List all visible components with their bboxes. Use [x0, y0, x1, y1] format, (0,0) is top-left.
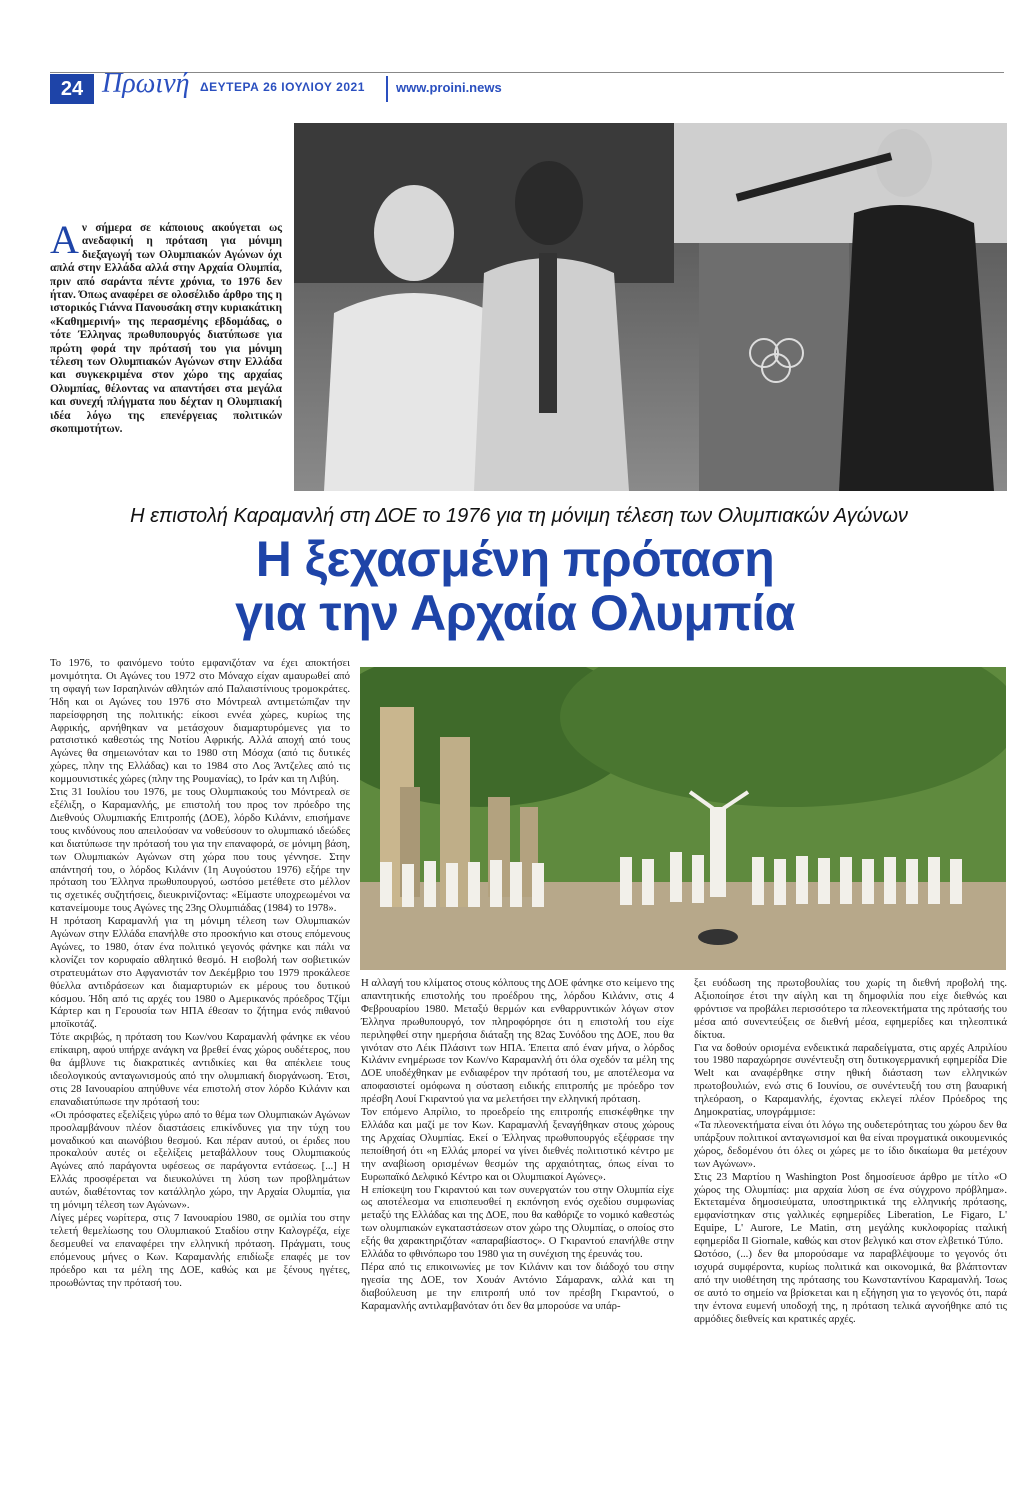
issue-date: ΔΕΥΤΕΡΑ 26 ΙΟΥΛΙΟΥ 2021 — [200, 80, 365, 94]
article-column-1 — [50, 657, 350, 1289]
paragraph: Στις 23 Μαρτίου η Washington Post δημοσίευσε άρθρο με τίτλο «Ο χώρος της Ολυμπίας: μια αρχαία λύση σε ένα σύγχρονο πρόβλημα». Εκτεταμένα δημοσιεύματα, υποστηρικτικά της ελληνικής πρότασης, εμφανίστηκαν στις γαλλικές εφημερίδες Liberation, Le Figaro, L' Equipe, L' Aurore, Le Matin, στη μεγάλης κυκλοφορίας ιταλική εφημερίδα Il Giornale, καθώς και στον βελγικό και στον ελβετικό Τύπο. — [694, 1170, 1007, 1248]
historic-photo — [294, 123, 1007, 491]
paragraph: «Τα πλεονεκτήματα είναι ότι λόγω της ουδετερότητας του χώρου δεν θα υπάρξουν πολιτικοί ανταγωνισμοί και θα είναι προγματικά οικουμενικός χώρος, δεδομένου ότι όλες οι χώρες με το ίδιο δικαίωμα θα μετέχουν των Αγώνων». — [694, 1118, 1007, 1170]
paragraph: Πέρα από τις επικοινωνίες με τον Κιλάνιν και τον διάδοχό του στην ηγεσία της ΔΟΕ, τον Χουάν Αντόνιο Σάμαρανκ, αλλά και τη διαβούλευση με την επιτροπή υπό τον πρέσβη Γκιραντού, ο Καραμανλής αντιλαμβανόταν ότι δεν θα μπορούσε να υπάρ- — [361, 1260, 674, 1312]
paragraph: Η αλλαγή του κλίματος στους κόλπους της ΔΟΕ φάνηκε στο κείμενο της απαντητικής επιστολής του προέδρου της, λόρδου Κιλάνιν, στις 4 Φεβρουαρίου 1980. Μεταξύ θερμών και ενθαρρυντικών λόγων στον Έλληνα πρωθυπουργό, τον πληροφόρησε ότι η επιστολή του είχε περιληφθεί στην ημερήσια διάταξη της 82ας Συνόδου της ΔΟΕ, που θα γινόταν στο Λέικ Πλάσιντ των ΗΠΑ. Έπειτα από έναν μήνα, ο λόρδος Κιλάνιν ενημέρωσε τον Κων/νο Καραμανλή ότι όλα σχεδόν τα μέλη της ΔΟΕ υποδέχθηκαν με ενδιαφέρον την πρότασή του, με αποτέλεσμα να αποφασιστεί ομόφωνα η σύσταση ειδικής επιτροπής με πρόεδρο τον πρέσβη Λουί Γκιραντού για να μελετήσει την ελληνική πρόταση. — [361, 977, 674, 1106]
olympia-ceremony-illustration — [360, 667, 1006, 970]
website-link[interactable]: www.proini.news — [396, 80, 502, 95]
drop-cap: Α — [50, 217, 79, 262]
paragraph: Λίγες μέρες νωρίτερα, στις 7 Ιανουαρίου 1980, σε ομιλία του στην τελετή θεμελίωσης του Ολυμπιακού Σταδίου στην Καλογρέζα, είχε δεσμευθεί να επαναφέρει την ελληνική πρόταση. Πράγματι, τους επόμενους μήνες ο Κων. Καραμανλής επιδίωξε επαφές με τον πρόεδρο και τα μέλη της ΔΟΕ, καθώς και με ξένους ηγέτες, προωθώντας την πρότασή του. — [50, 1211, 350, 1289]
paragraph: Στις 31 Ιουλίου του 1976, με τους Ολυμπιακούς του Μόντρεαλ σε εξέλιξη, ο Καραμανλής, με επιστολή του προς τον πρόεδρο της Διεθνούς Ολυμπιακής Επιτροπής (ΔΟΕ), λόρδο Κιλάνιν, επισήμανε τους κινδύνους που απειλούσαν να νοθεύσουν το ολυμπιακό ιδεώδες και διατύπωσε την πρότασή του για την επαναφορά, σε μόνιμη βάση, των Ολυμπιακών Αγώνων στη χώρα που τους γέννησε. Στην απάντησή του, ο λόρδος Κιλάνιν (1η Αυγούστου 1976) εξήρε την πρόταση του Έλληνα πρωθυπουργού, ωστόσο μετέθετε στο μέλλον τις σχετικές συζητήσεις, διευκρινίζοντας: «Είμαστε υποχρεωμένοι να κατανείμουμε τους Αγώνες της 23ης Ολυμπιάδας (1984) το 1978». — [50, 786, 350, 915]
header-rule — [50, 72, 1004, 73]
paragraph: Η επίσκεψη του Γκιραντού και των συνεργατών του στην Ολυμπία είχε ως αποτέλεσμα να επισπευσθεί η εκπόνηση ενός σχεδίου συμφωνίας μεταξύ της Ελλάδας και της ΔΟΕ, που θα καθόριζε το νομικό καθεστώς των ολυμπιακών εγκαταστάσεων στον χώρο της Ολυμπίας, ο οποίος στο εξής θα χαρακτηριζόταν «απαραβίαστος». Ο Γκιραντού επανήλθε στην Ελλάδα το φθινόπωρο του 1980 για τη συνέχιση της έρευνάς του. — [361, 1183, 674, 1261]
page-number: 24 — [50, 74, 94, 104]
article-title — [150, 532, 880, 640]
paragraph: Για να δοθούν ορισμένα ενδεικτικά παραδείγματα, στις αρχές Απριλίου του 1980 παραχώρησε συνέντευξη στη δυτικογερμανική εφημερίδα Die Welt και αναφέρθηκε στην ηθική διάσταση των ελληνικών πρωτοβουλιών, ενώ στις 6 Ιουνίου, σε συνέντευξή του στη βαυαρική τηλεόραση, ο Καραμανλής, έχοντας εκλεγεί πλέον Πρόεδρος της Δημοκρατίας, υπογράμμισε: — [694, 1041, 1007, 1119]
olympia-ceremony-photo — [360, 667, 1006, 970]
page-header — [50, 68, 1004, 106]
header-separator — [386, 76, 388, 102]
article-kicker: Η επιστολή Καραμανλή στη ΔΟΕ το 1976 για τη μόνιμη τέλεση των Ολυμπιακών Αγώνων — [130, 505, 908, 527]
paragraph: «Οι πρόσφατες εξελίξεις γύρω από το θέμα των Ολυμπιακών Αγώνων προσλαμβάνουν πλέον διαστάσεις επικίνδυνες για την τύχη του μοναδικού και αιωνόβιου θεσμού. Και πέραν αυτού, οι έριδες που προκαλούν αυτές οι εξελίξεις μεταβάλλουν τους Ολυμπιακούς Αγώνες από παράγοντα υφέσεως σε παράγοντα εντάσεως. [...] Η Ελλάς προσφέρεται να διευκολύνει τη λύση των προβλημάτων αυτών, διαθέτοντας τον κατάλληλο χώρο, την Αρχαία Ολυμπία, για τη μόνιμη τέλεση των Αγώνων». — [50, 1108, 350, 1212]
article-column-2 — [361, 977, 674, 1313]
paragraph: Τότε ακριβώς, η πρόταση του Κων/νου Καραμανλή φάνηκε εκ νέου επίκαιρη, αφού υπήρχε ανάγκη να βρεθεί ένας χώρος ουδέτερος, που θα άμβλυνε τις διακρατικές αντιδικίες και θα απέκλειε τους ιδεολογικούς ανταγωνισμούς από την ολυμπιακή διοργάνωση. Έτσι, στις 28 Ιανουαρίου απηύθυνε νέα επιστολή στον λόρδο Κιλάνιν και επαναδιατύπωσε την πρότασή του: — [50, 1031, 350, 1108]
intro-paragraph — [50, 217, 282, 437]
intro-text: ν σήμερα σε κάποιους ακούγεται ως ανεδαφική η πρόταση για μόνιμη διεξαγωγή των Ολυμπιακών Αγώνων όχι απλά στην Ελλάδα αλλά στην Αρχαία Ολυμπία, πριν από σαράντα πέντε χρόνια, το 1976 δεν ήταν. Όπως αναφέρει σε ολοσέλιδο άρθρο της η ιστορικός Γιάννα Πανουσάκη στην κυριακάτικη «Καθημερινή» της περασμένης εβδομάδας, ο τότε Έλληνας πρωθυπουργός διατύπωσε για πρώτη φορά την πρότασή του για μόνιμη τέλεση των Ολυμπιακών Αγώνων στην Ελλάδα και συγκεκριμένα στον χώρο της αρχαίας Ολυμπίας, θέλοντας να απαντήσει στα μεγάλα και συνεχή πλήγματα που δέχταν η Ολυμπιακή ιδέα λόγω της επενέργειας πολιτικών σκοπιμοτήτων. — [50, 222, 282, 436]
paragraph: Ωστόσο, (...) δεν θα μπορούσαμε να παραβλέψουμε το γεγονός ότι ισχυρά συμφέροντα, κυρίως πολιτικά και οικονομικά, θα βλάπτονταν από την υιοθέτηση της πρότασης του Κωνσταντίνου Καραμανλή. Ίσως σε αυτό το σημείο να βρίσκεται και η εξήγηση για το γεγονός ότι, παρά την έντονα ευμενή υποδοχή της, η πρόταση τελικά αγνοήθηκε από τις αρμόδιες διεθνείς και κρατικές αρχές. — [694, 1248, 1007, 1325]
paragraph: Η πρόταση Καραμανλή για τη μόνιμη τέλεση των Ολυμπιακών Αγώνων στην Ελλάδα επανήλθε στο προσκήνιο και στους επόμενους Αγώνες, το 1980, όταν ένα πολιτικό γεγονός φάνηκε και πάλι να κλονίζει τον κορυφαίο αθλητικό θεσμό. Η εισβολή των σοβιετικών στρατευμάτων στο Αφγανιστάν τον Δεκέμβριο του 1979 προκάλεσε θύελλα αντιδράσεων και διαμαρτυριών εκ μέρους του δυτικού κόσμου. Ήδη από τις αρχές του 1980 ο Αμερικανός πρόεδρος Τζίμι Κάρτερ και η Γερουσία των ΗΠΑ έθεσαν το ζήτημα ενός πιθανού μποϊκοτάζ. — [50, 915, 350, 1031]
title-line-1: Η ξεχασμένη πρόταση — [255, 531, 775, 587]
paragraph: ξει ευόδωση της πρωτοβουλίας του χωρίς τη διεθνή προβολή της. Αξιοποίησε έτσι την αίγλη και τη δημοφιλία που είχε διεθνώς και φρόντισε να προβάλει περισσότερο τα πλεονεκτήματα της πρότασής του μέσα από συνεντεύξεις σε διεθνή μέσα, εφημερίδες και τηλεοπτικά δίκτυα. — [694, 977, 1007, 1041]
article-column-3 — [694, 977, 1007, 1325]
paragraph: Το 1976, το φαινόμενο τούτο εμφανιζόταν να έχει αποκτήσει μονιμότητα. Οι Αγώνες του 1972 στο Μόναχο είχαν αμαυρωθεί από τη σφαγή των Ισραηλινών αθλητών από Παλαιστίνιους τρομοκράτες. Ήδη και οι Αγώνες του 1976 στο Μόντρεαλ αντιμετώπιζαν την παρείσφρηση της πολιτικής: είκοσι εννέα χώρες, κυρίως της Αφρικής, αρνήθηκαν να μετάσχουν διαμαρτυρόμενες για το ρατσιστικό καθεστώς της Νοτίου Αφρικής. Αλλά αποχή από τους Αγώνες θα σημειωνόταν και το 1980 στη Μόσχα (από τις δυτικές χώρες, πλην της Ελλάδας) και το 1984 στο Λος Άντζελες από τις κομμουνιστικές χώρες (πλην της Ρουμανίας), το Ιράν και τη Λιβύη. — [50, 657, 350, 786]
paragraph: Τον επόμενο Απρίλιο, το προεδρείο της επιτροπής επισκέφθηκε την Ελλάδα και μαζί με τον Κων. Καραμανλή ξεναγήθηκαν στους χώρους της Αρχαίας Ολυμπίας. Εκεί ο Έλληνας πρωθυπουργός εξέφρασε την πεποίθησή ότι «η Ελλάς μπορεί να γίνει διεθνές πολιτιστικό κέντρο με την αναβίωση ορισμένων θεσμών της αρχαιότητας, όπως είναι το Ευρωπαϊκό Δελφικό Κέντρο και οι Ολυμπιακοί Αγώνες». — [361, 1106, 674, 1183]
newspaper-name: Πρωινή — [102, 68, 190, 99]
title-line-2: για την Αρχαία Ολυμπία — [235, 585, 795, 641]
historic-photo-illustration — [294, 123, 1007, 491]
